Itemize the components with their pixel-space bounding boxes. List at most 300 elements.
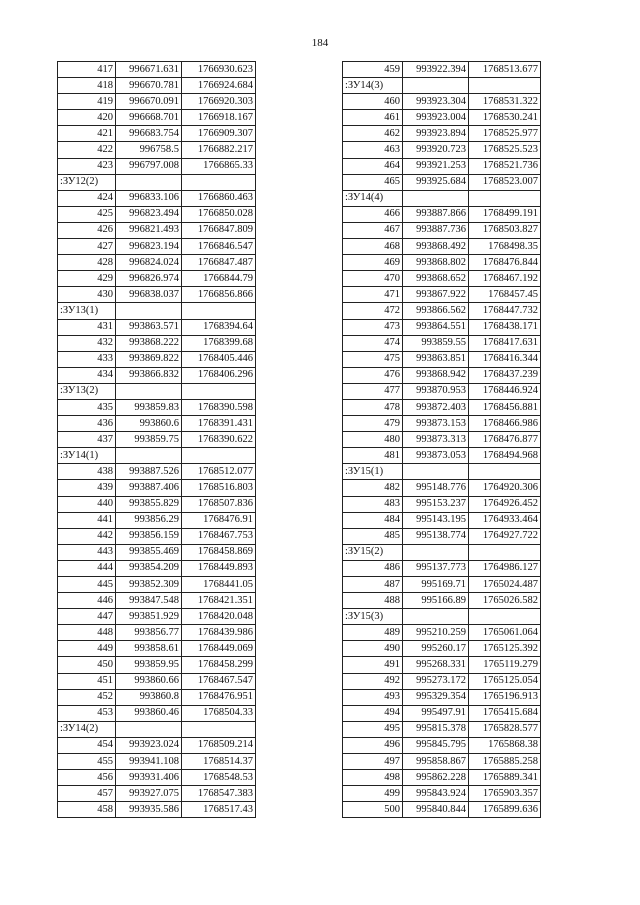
point-number: 429 — [58, 271, 116, 287]
empty-cell — [182, 721, 256, 737]
y-coordinate: 1764933.464 — [469, 512, 541, 528]
section-header-row — [343, 464, 541, 480]
coordinate-row — [343, 625, 541, 641]
coordinate-row — [58, 255, 256, 271]
point-number: 475 — [343, 351, 403, 367]
coordinate-row — [343, 335, 541, 351]
coordinate-row — [58, 190, 256, 206]
coordinate-row — [58, 480, 256, 496]
x-coordinate: 995153.237 — [403, 496, 469, 512]
point-number: 486 — [343, 560, 403, 576]
empty-cell — [403, 544, 469, 560]
coordinates-table-right — [342, 61, 541, 818]
y-coordinate: 1768417.631 — [469, 335, 541, 351]
x-coordinate: 995210.259 — [403, 625, 469, 641]
x-coordinate: 995862.228 — [403, 770, 469, 786]
coordinate-row — [343, 142, 541, 158]
section-header-row — [343, 609, 541, 625]
point-number: 442 — [58, 528, 116, 544]
coordinate-row — [58, 786, 256, 802]
point-number: 480 — [343, 432, 403, 448]
x-coordinate: 993860.46 — [116, 705, 182, 721]
point-number: 496 — [343, 737, 403, 753]
empty-cell — [403, 609, 469, 625]
point-number: 423 — [58, 158, 116, 174]
y-coordinate: 1766882.217 — [182, 142, 256, 158]
x-coordinate: 993867.922 — [403, 287, 469, 303]
coordinate-row — [58, 319, 256, 335]
y-coordinate: 1765889.341 — [469, 770, 541, 786]
y-coordinate: 1765868.38 — [469, 737, 541, 753]
coordinate-row — [343, 641, 541, 657]
y-coordinate: 1766924.684 — [182, 78, 256, 94]
y-coordinate: 1764986.127 — [469, 560, 541, 576]
point-number: 434 — [58, 367, 116, 383]
point-number: 493 — [343, 689, 403, 705]
point-number: 460 — [343, 94, 403, 110]
coordinate-row — [58, 528, 256, 544]
y-coordinate: 1768476.877 — [469, 432, 541, 448]
point-number: 430 — [58, 287, 116, 303]
point-number: 470 — [343, 271, 403, 287]
y-coordinate: 1768467.753 — [182, 528, 256, 544]
x-coordinate: 995169.71 — [403, 577, 469, 593]
coordinate-row — [58, 351, 256, 367]
x-coordinate: 995497.91 — [403, 705, 469, 721]
x-coordinate: 996824.024 — [116, 255, 182, 271]
coordinate-row — [58, 770, 256, 786]
coordinate-row — [343, 174, 541, 190]
section-label: :ЗУ14(1) — [58, 448, 116, 464]
point-number: 462 — [343, 126, 403, 142]
point-number: 437 — [58, 432, 116, 448]
point-number: 473 — [343, 319, 403, 335]
empty-cell — [403, 190, 469, 206]
x-coordinate: 995138.774 — [403, 528, 469, 544]
empty-cell — [403, 78, 469, 94]
x-coordinate: 993887.866 — [403, 206, 469, 222]
x-coordinate: 993873.153 — [403, 416, 469, 432]
y-coordinate: 1768466.986 — [469, 416, 541, 432]
point-number: 456 — [58, 770, 116, 786]
y-coordinate: 1765899.636 — [469, 802, 541, 818]
coordinate-row — [58, 754, 256, 770]
coordinate-row — [58, 271, 256, 287]
y-coordinate: 1768441.05 — [182, 577, 256, 593]
section-header-row — [343, 544, 541, 560]
x-coordinate: 995843.924 — [403, 786, 469, 802]
x-coordinate: 993869.822 — [116, 351, 182, 367]
point-number: 482 — [343, 480, 403, 496]
coordinate-row — [343, 206, 541, 222]
empty-cell — [182, 383, 256, 399]
y-coordinate: 1768439.986 — [182, 625, 256, 641]
x-coordinate: 996826.974 — [116, 271, 182, 287]
coordinate-row — [343, 222, 541, 238]
x-coordinate: 995268.331 — [403, 657, 469, 673]
coordinate-row — [58, 705, 256, 721]
coordinate-row — [58, 287, 256, 303]
point-number: 490 — [343, 641, 403, 657]
x-coordinate: 993925.684 — [403, 174, 469, 190]
x-coordinate: 996671.631 — [116, 62, 182, 78]
point-number: 425 — [58, 206, 116, 222]
section-label: :ЗУ13(2) — [58, 383, 116, 399]
coordinate-row — [58, 432, 256, 448]
x-coordinate: 993860.6 — [116, 416, 182, 432]
empty-cell — [116, 721, 182, 737]
coordinate-row — [58, 416, 256, 432]
point-number: 479 — [343, 416, 403, 432]
y-coordinate: 1768516.803 — [182, 480, 256, 496]
x-coordinate: 993873.053 — [403, 448, 469, 464]
coordinate-row — [343, 577, 541, 593]
x-coordinate: 993858.61 — [116, 641, 182, 657]
x-coordinate: 993923.304 — [403, 94, 469, 110]
coordinate-row — [58, 222, 256, 238]
y-coordinate: 1768512.077 — [182, 464, 256, 480]
y-coordinate: 1765885.258 — [469, 754, 541, 770]
point-number: 474 — [343, 335, 403, 351]
point-number: 439 — [58, 480, 116, 496]
coordinate-row — [343, 158, 541, 174]
coordinate-row — [58, 802, 256, 818]
point-number: 459 — [343, 62, 403, 78]
x-coordinate: 993856.159 — [116, 528, 182, 544]
x-coordinate: 993923.004 — [403, 110, 469, 126]
y-coordinate: 1768456.881 — [469, 399, 541, 415]
point-number: 418 — [58, 78, 116, 94]
coordinate-row — [58, 62, 256, 78]
y-coordinate: 1766847.809 — [182, 222, 256, 238]
x-coordinate: 993847.548 — [116, 593, 182, 609]
y-coordinate: 1766847.487 — [182, 255, 256, 271]
x-coordinate: 993872.403 — [403, 399, 469, 415]
point-number: 421 — [58, 126, 116, 142]
coordinate-row — [343, 721, 541, 737]
y-coordinate: 1768449.069 — [182, 641, 256, 657]
point-number: 451 — [58, 673, 116, 689]
point-number: 422 — [58, 142, 116, 158]
x-coordinate: 996797.008 — [116, 158, 182, 174]
point-number: 445 — [58, 577, 116, 593]
coordinate-row — [343, 287, 541, 303]
y-coordinate: 1765903.357 — [469, 786, 541, 802]
x-coordinate: 995840.844 — [403, 802, 469, 818]
coordinate-row — [343, 705, 541, 721]
x-coordinate: 993870.953 — [403, 383, 469, 399]
point-number: 476 — [343, 367, 403, 383]
x-coordinate: 993887.526 — [116, 464, 182, 480]
y-coordinate: 1765196.913 — [469, 689, 541, 705]
point-number: 457 — [58, 786, 116, 802]
coordinate-row — [343, 480, 541, 496]
coordinate-row — [58, 367, 256, 383]
x-coordinate: 993856.29 — [116, 512, 182, 528]
x-coordinate: 995273.172 — [403, 673, 469, 689]
empty-cell — [182, 303, 256, 319]
point-number: 426 — [58, 222, 116, 238]
coordinate-row — [343, 319, 541, 335]
coordinate-row — [58, 335, 256, 351]
coordinate-row — [58, 512, 256, 528]
y-coordinate: 1768513.677 — [469, 62, 541, 78]
x-coordinate: 993868.942 — [403, 367, 469, 383]
point-number: 458 — [58, 802, 116, 818]
y-coordinate: 1768390.622 — [182, 432, 256, 448]
x-coordinate: 995148.776 — [403, 480, 469, 496]
y-coordinate: 1768421.351 — [182, 593, 256, 609]
point-number: 441 — [58, 512, 116, 528]
section-header-row — [58, 303, 256, 319]
x-coordinate: 993922.394 — [403, 62, 469, 78]
point-number: 477 — [343, 383, 403, 399]
section-header-row — [58, 383, 256, 399]
coordinate-row — [58, 110, 256, 126]
x-coordinate: 993868.222 — [116, 335, 182, 351]
coordinate-row — [343, 754, 541, 770]
y-coordinate: 1768405.446 — [182, 351, 256, 367]
x-coordinate: 993868.652 — [403, 271, 469, 287]
point-number: 419 — [58, 94, 116, 110]
coordinate-row — [58, 206, 256, 222]
coordinate-row — [343, 770, 541, 786]
point-number: 478 — [343, 399, 403, 415]
y-coordinate: 1768509.214 — [182, 737, 256, 753]
point-number: 487 — [343, 577, 403, 593]
coordinate-row — [58, 94, 256, 110]
x-coordinate: 993866.832 — [116, 367, 182, 383]
x-coordinate: 993854.209 — [116, 560, 182, 576]
coordinate-row — [343, 399, 541, 415]
x-coordinate: 996823.194 — [116, 239, 182, 255]
x-coordinate: 996670.781 — [116, 78, 182, 94]
point-number: 481 — [343, 448, 403, 464]
x-coordinate: 993859.95 — [116, 657, 182, 673]
coordinate-row — [58, 239, 256, 255]
section-header-row — [343, 78, 541, 94]
y-coordinate: 1768504.33 — [182, 705, 256, 721]
point-number: 463 — [343, 142, 403, 158]
coordinate-row — [58, 657, 256, 673]
y-coordinate: 1768449.893 — [182, 560, 256, 576]
coordinate-row — [58, 142, 256, 158]
x-coordinate: 993851.929 — [116, 609, 182, 625]
point-number: 498 — [343, 770, 403, 786]
y-coordinate: 1768525.977 — [469, 126, 541, 142]
y-coordinate: 1768517.43 — [182, 802, 256, 818]
empty-cell — [469, 78, 541, 94]
y-coordinate: 1768521.736 — [469, 158, 541, 174]
x-coordinate: 996821.493 — [116, 222, 182, 238]
empty-cell — [116, 174, 182, 190]
x-coordinate: 996833.106 — [116, 190, 182, 206]
coordinate-row — [343, 239, 541, 255]
point-number: 424 — [58, 190, 116, 206]
coordinates-table-left — [57, 61, 256, 818]
x-coordinate: 993927.075 — [116, 786, 182, 802]
coordinate-row — [58, 609, 256, 625]
y-coordinate: 1765026.582 — [469, 593, 541, 609]
point-number: 485 — [343, 528, 403, 544]
y-coordinate: 1768390.598 — [182, 399, 256, 415]
point-number: 443 — [58, 544, 116, 560]
coordinate-row — [343, 126, 541, 142]
y-coordinate: 1768406.296 — [182, 367, 256, 383]
x-coordinate: 993920.723 — [403, 142, 469, 158]
y-coordinate: 1768476.91 — [182, 512, 256, 528]
point-number: 492 — [343, 673, 403, 689]
section-label: :ЗУ15(3) — [343, 609, 403, 625]
x-coordinate: 993855.829 — [116, 496, 182, 512]
coordinate-row — [58, 464, 256, 480]
x-coordinate: 993855.469 — [116, 544, 182, 560]
y-coordinate: 1765828.577 — [469, 721, 541, 737]
coordinate-row — [343, 94, 541, 110]
x-coordinate: 996668.701 — [116, 110, 182, 126]
coordinate-row — [343, 737, 541, 753]
x-coordinate: 993873.313 — [403, 432, 469, 448]
point-number: 499 — [343, 786, 403, 802]
coordinate-row — [58, 577, 256, 593]
x-coordinate: 993859.55 — [403, 335, 469, 351]
point-number: 465 — [343, 174, 403, 190]
y-coordinate: 1765125.054 — [469, 673, 541, 689]
empty-cell — [469, 190, 541, 206]
point-number: 433 — [58, 351, 116, 367]
empty-cell — [469, 464, 541, 480]
coordinate-row — [58, 641, 256, 657]
y-coordinate: 1768458.299 — [182, 657, 256, 673]
y-coordinate: 1766918.167 — [182, 110, 256, 126]
coordinate-row — [343, 255, 541, 271]
y-coordinate: 1768498.35 — [469, 239, 541, 255]
coordinate-row — [343, 351, 541, 367]
x-coordinate: 995858.867 — [403, 754, 469, 770]
y-coordinate: 1768438.171 — [469, 319, 541, 335]
y-coordinate: 1768437.239 — [469, 367, 541, 383]
x-coordinate: 993860.66 — [116, 673, 182, 689]
x-coordinate: 996683.754 — [116, 126, 182, 142]
point-number: 450 — [58, 657, 116, 673]
y-coordinate: 1766865.33 — [182, 158, 256, 174]
section-header-row — [58, 721, 256, 737]
y-coordinate: 1768503.827 — [469, 222, 541, 238]
coordinate-row — [343, 416, 541, 432]
y-coordinate: 1765061.064 — [469, 625, 541, 641]
coordinate-row — [343, 432, 541, 448]
y-coordinate: 1768530.241 — [469, 110, 541, 126]
y-coordinate: 1768394.64 — [182, 319, 256, 335]
y-coordinate: 1768476.844 — [469, 255, 541, 271]
point-number: 435 — [58, 399, 116, 415]
point-number: 466 — [343, 206, 403, 222]
x-coordinate: 993887.406 — [116, 480, 182, 496]
point-number: 431 — [58, 319, 116, 335]
x-coordinate: 996670.091 — [116, 94, 182, 110]
y-coordinate: 1765024.487 — [469, 577, 541, 593]
y-coordinate: 1766850.028 — [182, 206, 256, 222]
point-number: 461 — [343, 110, 403, 126]
coordinate-row — [58, 689, 256, 705]
point-number: 488 — [343, 593, 403, 609]
y-coordinate: 1764920.306 — [469, 480, 541, 496]
y-coordinate: 1768476.951 — [182, 689, 256, 705]
x-coordinate: 996838.037 — [116, 287, 182, 303]
x-coordinate: 995143.195 — [403, 512, 469, 528]
x-coordinate: 993863.851 — [403, 351, 469, 367]
x-coordinate: 996758.5 — [116, 142, 182, 158]
section-label: :ЗУ14(4) — [343, 190, 403, 206]
section-header-row — [58, 448, 256, 464]
y-coordinate: 1768499.191 — [469, 206, 541, 222]
x-coordinate: 993941.108 — [116, 754, 182, 770]
y-coordinate: 1768420.048 — [182, 609, 256, 625]
y-coordinate: 1768446.924 — [469, 383, 541, 399]
y-coordinate: 1766846.547 — [182, 239, 256, 255]
point-number: 444 — [58, 560, 116, 576]
empty-cell — [469, 544, 541, 560]
section-header-row — [58, 174, 256, 190]
section-label: :ЗУ14(3) — [343, 78, 403, 94]
point-number: 471 — [343, 287, 403, 303]
coordinate-row — [343, 62, 541, 78]
coordinate-row — [343, 673, 541, 689]
section-label: :ЗУ15(2) — [343, 544, 403, 560]
x-coordinate: 993856.77 — [116, 625, 182, 641]
y-coordinate: 1766860.463 — [182, 190, 256, 206]
empty-cell — [116, 303, 182, 319]
x-coordinate: 995137.773 — [403, 560, 469, 576]
coordinate-row — [343, 689, 541, 705]
point-number: 447 — [58, 609, 116, 625]
point-number: 464 — [343, 158, 403, 174]
coordinate-row — [343, 593, 541, 609]
x-coordinate: 995260.17 — [403, 641, 469, 657]
coordinate-row — [343, 657, 541, 673]
x-coordinate: 993859.75 — [116, 432, 182, 448]
empty-cell — [182, 448, 256, 464]
coordinate-row — [58, 673, 256, 689]
x-coordinate: 995329.354 — [403, 689, 469, 705]
section-label: :ЗУ15(1) — [343, 464, 403, 480]
empty-cell — [469, 609, 541, 625]
y-coordinate: 1766930.623 — [182, 62, 256, 78]
coordinate-row — [343, 271, 541, 287]
x-coordinate: 993923.894 — [403, 126, 469, 142]
y-coordinate: 1766844.79 — [182, 271, 256, 287]
empty-cell — [116, 383, 182, 399]
section-label: :ЗУ13(1) — [58, 303, 116, 319]
x-coordinate: 993860.8 — [116, 689, 182, 705]
coordinate-row — [58, 78, 256, 94]
y-coordinate: 1768494.968 — [469, 448, 541, 464]
x-coordinate: 993864.551 — [403, 319, 469, 335]
empty-cell — [403, 464, 469, 480]
point-number: 427 — [58, 239, 116, 255]
point-number: 495 — [343, 721, 403, 737]
y-coordinate: 1768531.322 — [469, 94, 541, 110]
y-coordinate: 1765125.392 — [469, 641, 541, 657]
empty-cell — [182, 174, 256, 190]
point-number: 497 — [343, 754, 403, 770]
y-coordinate: 1765119.279 — [469, 657, 541, 673]
x-coordinate: 993868.492 — [403, 239, 469, 255]
coordinate-row — [58, 126, 256, 142]
y-coordinate: 1764926.452 — [469, 496, 541, 512]
point-number: 489 — [343, 625, 403, 641]
point-number: 469 — [343, 255, 403, 271]
